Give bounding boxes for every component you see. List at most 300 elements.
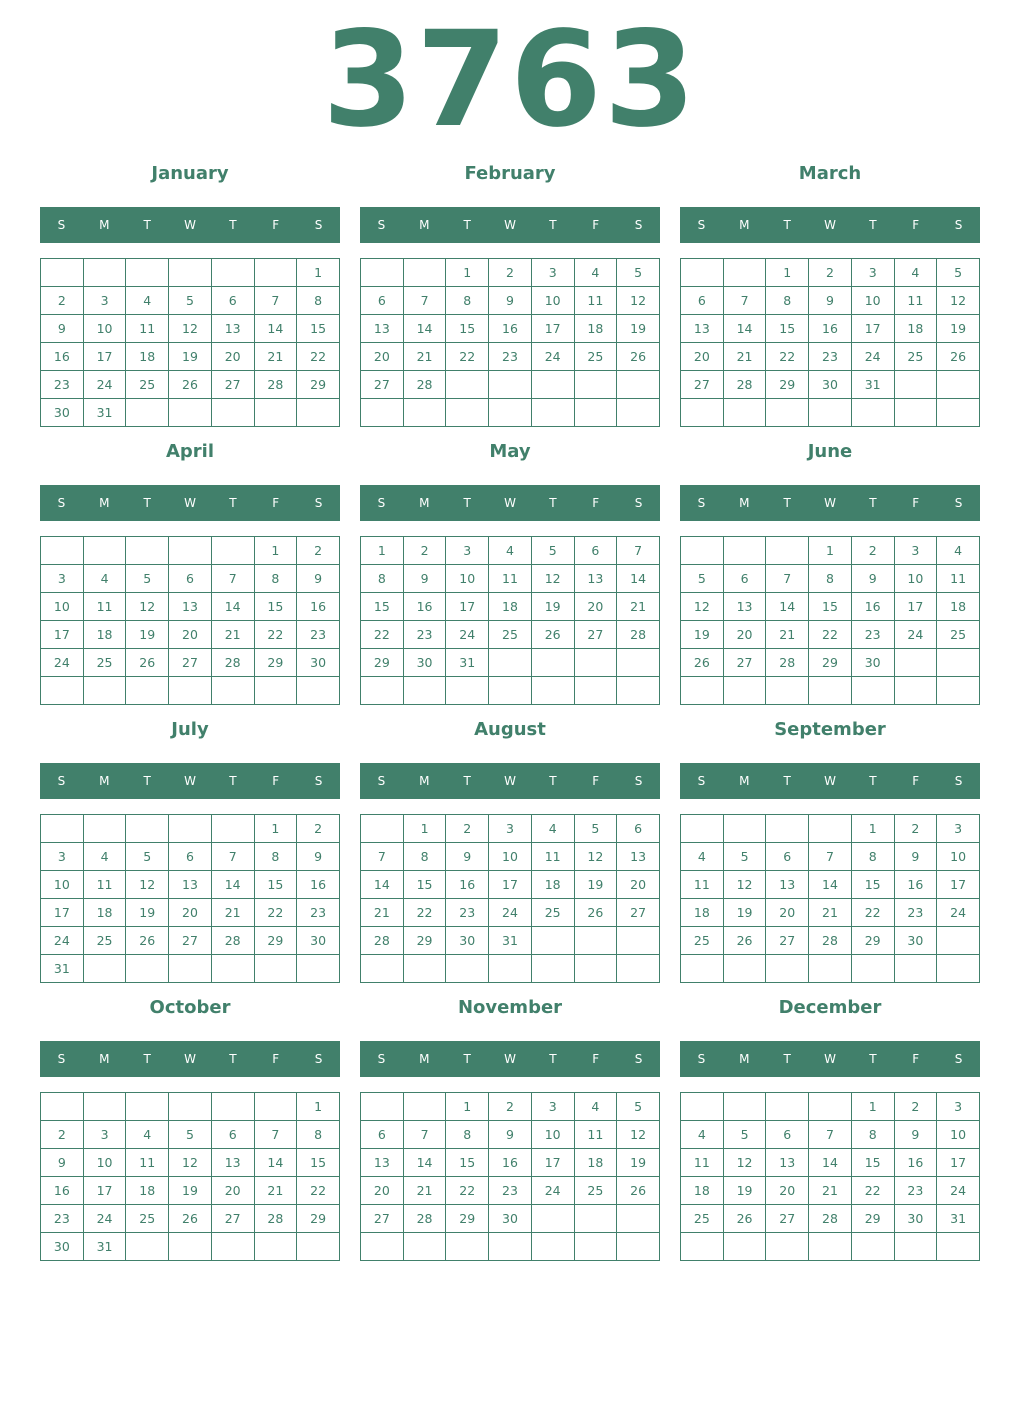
weekday-label: S (377, 1052, 386, 1066)
week-row (361, 955, 660, 983)
day-cell: 14 (211, 871, 254, 899)
week-row (41, 843, 340, 871)
day-cell: 1 (254, 537, 297, 565)
empty-cell (574, 1233, 617, 1261)
week-row (41, 1205, 340, 1233)
month-name: August (474, 719, 546, 740)
day-cell: 2 (403, 537, 446, 565)
day-cell: 13 (681, 315, 724, 343)
empty-cell (489, 955, 532, 983)
day-cell: 8 (446, 1121, 489, 1149)
day-cell: 14 (809, 871, 852, 899)
week-row (681, 259, 980, 287)
empty-cell (617, 399, 660, 427)
day-cell: 17 (894, 593, 937, 621)
day-cell: 8 (851, 1121, 894, 1149)
day-cell: 8 (297, 287, 340, 315)
day-cell: 7 (766, 565, 809, 593)
empty-cell (126, 399, 169, 427)
week-row (41, 677, 340, 705)
day-cell: 7 (809, 1121, 852, 1149)
day-cell: 16 (403, 593, 446, 621)
weekday-label: S (697, 496, 706, 510)
weekday-label: W (824, 496, 836, 510)
empty-cell (126, 1233, 169, 1261)
weekday-header (360, 763, 660, 799)
day-grid (40, 814, 340, 983)
day-cell: 12 (617, 1121, 660, 1149)
day-cell: 26 (126, 927, 169, 955)
day-cell: 5 (617, 1093, 660, 1121)
day-cell: 26 (617, 1177, 660, 1205)
weekday-label: S (57, 218, 66, 232)
day-cell: 28 (361, 927, 404, 955)
day-cell: 20 (211, 343, 254, 371)
empty-cell (403, 1233, 446, 1261)
empty-cell (489, 649, 532, 677)
week-row (41, 399, 340, 427)
day-cell: 2 (41, 1121, 84, 1149)
empty-cell (254, 399, 297, 427)
empty-cell (169, 537, 212, 565)
day-grid (680, 258, 980, 427)
day-cell: 2 (489, 259, 532, 287)
day-cell: 3 (446, 537, 489, 565)
week-row (361, 259, 660, 287)
empty-cell (211, 677, 254, 705)
month-name: July (171, 719, 209, 740)
day-cell: 9 (489, 1121, 532, 1149)
weekday-label: S (314, 496, 323, 510)
day-cell: 7 (809, 843, 852, 871)
week-row (361, 1205, 660, 1233)
day-cell: 12 (531, 565, 574, 593)
day-cell: 10 (894, 565, 937, 593)
day-cell: 24 (937, 1177, 980, 1205)
empty-cell (766, 1093, 809, 1121)
day-cell: 10 (531, 287, 574, 315)
day-cell: 1 (851, 815, 894, 843)
day-cell: 30 (809, 371, 852, 399)
empty-cell (41, 1093, 84, 1121)
day-cell: 1 (254, 815, 297, 843)
month-name: September (774, 719, 886, 740)
day-cell: 30 (403, 649, 446, 677)
day-cell: 23 (851, 621, 894, 649)
weekday-label: W (184, 774, 196, 788)
weekday-header (680, 207, 980, 243)
weekday-label: M (739, 1052, 750, 1066)
day-cell: 10 (851, 287, 894, 315)
day-cell: 21 (809, 899, 852, 927)
empty-cell (617, 955, 660, 983)
weekday-header (360, 485, 660, 521)
weekday-label: T (463, 774, 471, 788)
empty-cell (126, 259, 169, 287)
day-cell: 30 (297, 649, 340, 677)
week-row (41, 371, 340, 399)
day-cell: 9 (894, 1121, 937, 1149)
week-row (41, 621, 340, 649)
day-cell: 23 (489, 343, 532, 371)
day-cell: 16 (446, 871, 489, 899)
day-cell: 27 (766, 927, 809, 955)
day-cell: 24 (446, 621, 489, 649)
day-cell: 26 (723, 1205, 766, 1233)
day-cell: 10 (83, 1149, 126, 1177)
day-cell: 21 (723, 343, 766, 371)
week-row (361, 565, 660, 593)
week-row (361, 371, 660, 399)
day-cell: 15 (446, 1149, 489, 1177)
weekday-label: W (184, 218, 196, 232)
day-cell: 13 (723, 593, 766, 621)
day-cell: 18 (83, 899, 126, 927)
empty-cell (211, 537, 254, 565)
empty-cell (809, 1093, 852, 1121)
day-cell: 28 (723, 371, 766, 399)
day-cell: 6 (766, 1121, 809, 1149)
empty-cell (126, 955, 169, 983)
day-cell: 14 (809, 1149, 852, 1177)
day-cell: 8 (766, 287, 809, 315)
week-row (361, 871, 660, 899)
day-grid (360, 814, 660, 983)
weekday-label: T (143, 1052, 151, 1066)
empty-cell (894, 955, 937, 983)
weekday-label: S (634, 218, 643, 232)
weekday-label: F (912, 1052, 920, 1066)
day-cell: 26 (126, 649, 169, 677)
day-cell: 17 (83, 1177, 126, 1205)
day-cell: 20 (766, 899, 809, 927)
weekday-label: W (184, 496, 196, 510)
day-cell: 4 (894, 259, 937, 287)
day-cell: 12 (937, 287, 980, 315)
day-cell: 29 (297, 371, 340, 399)
day-cell: 26 (681, 649, 724, 677)
empty-cell (937, 927, 980, 955)
empty-cell (766, 1233, 809, 1261)
empty-cell (361, 1093, 404, 1121)
weekday-label: T (869, 774, 877, 788)
day-cell: 17 (446, 593, 489, 621)
weekday-label: M (739, 218, 750, 232)
week-row (681, 1149, 980, 1177)
empty-cell (681, 815, 724, 843)
day-cell: 13 (169, 593, 212, 621)
day-cell: 12 (723, 1149, 766, 1177)
weekday-label: F (272, 1052, 280, 1066)
empty-cell (937, 649, 980, 677)
day-cell: 20 (361, 343, 404, 371)
empty-cell (894, 649, 937, 677)
week-row (41, 815, 340, 843)
empty-cell (446, 1233, 489, 1261)
day-cell: 28 (403, 1205, 446, 1233)
week-row (41, 259, 340, 287)
empty-cell (531, 1205, 574, 1233)
day-cell: 8 (254, 843, 297, 871)
day-cell: 27 (766, 1205, 809, 1233)
day-cell: 4 (681, 1121, 724, 1149)
weekday-label: W (184, 1052, 196, 1066)
day-cell: 28 (809, 927, 852, 955)
day-cell: 9 (894, 843, 937, 871)
empty-cell (361, 815, 404, 843)
empty-cell (766, 955, 809, 983)
week-row (361, 537, 660, 565)
day-cell: 26 (169, 371, 212, 399)
week-row (681, 565, 980, 593)
day-cell: 16 (297, 871, 340, 899)
month-name: October (149, 997, 231, 1018)
week-row (681, 871, 980, 899)
day-cell: 6 (617, 815, 660, 843)
weekday-label: S (634, 774, 643, 788)
empty-cell (361, 677, 404, 705)
weekday-label: S (634, 1052, 643, 1066)
day-cell: 29 (254, 649, 297, 677)
day-cell: 21 (254, 1177, 297, 1205)
empty-cell (617, 927, 660, 955)
weekday-label: F (592, 1052, 600, 1066)
day-cell: 11 (574, 287, 617, 315)
day-cell: 2 (894, 1093, 937, 1121)
day-cell: 12 (169, 315, 212, 343)
empty-cell (169, 259, 212, 287)
day-cell: 24 (531, 343, 574, 371)
day-cell: 21 (403, 1177, 446, 1205)
day-cell: 19 (574, 871, 617, 899)
day-cell: 2 (809, 259, 852, 287)
week-row (681, 899, 980, 927)
day-cell: 30 (446, 927, 489, 955)
empty-cell (297, 399, 340, 427)
day-cell: 28 (403, 371, 446, 399)
empty-cell (723, 1093, 766, 1121)
month-name: January (151, 163, 229, 184)
weekday-label: T (783, 496, 791, 510)
day-cell: 25 (126, 1205, 169, 1233)
day-cell: 8 (809, 565, 852, 593)
day-cell: 17 (41, 621, 84, 649)
day-cell: 30 (894, 1205, 937, 1233)
empty-cell (254, 259, 297, 287)
day-cell: 3 (851, 259, 894, 287)
day-cell: 24 (83, 371, 126, 399)
week-row (681, 955, 980, 983)
week-row (361, 1233, 660, 1261)
day-cell: 2 (894, 815, 937, 843)
week-row (681, 593, 980, 621)
weekday-header (40, 485, 340, 521)
day-cell: 22 (766, 343, 809, 371)
day-cell: 25 (681, 927, 724, 955)
empty-cell (489, 677, 532, 705)
day-cell: 11 (83, 593, 126, 621)
day-cell: 22 (446, 1177, 489, 1205)
day-cell: 8 (446, 287, 489, 315)
day-cell: 14 (254, 1149, 297, 1177)
day-cell: 2 (41, 287, 84, 315)
day-cell: 7 (723, 287, 766, 315)
empty-cell (851, 399, 894, 427)
day-cell: 5 (574, 815, 617, 843)
day-cell: 14 (723, 315, 766, 343)
empty-cell (41, 677, 84, 705)
day-cell: 17 (937, 871, 980, 899)
weekday-header (40, 763, 340, 799)
empty-cell (681, 1093, 724, 1121)
day-cell: 7 (211, 843, 254, 871)
day-grid (40, 536, 340, 705)
day-cell: 25 (894, 343, 937, 371)
empty-cell (126, 537, 169, 565)
day-cell: 1 (446, 1093, 489, 1121)
week-row (681, 1177, 980, 1205)
day-cell: 5 (531, 537, 574, 565)
day-cell: 9 (41, 1149, 84, 1177)
day-cell: 19 (531, 593, 574, 621)
weekday-label: S (314, 774, 323, 788)
empty-cell (211, 815, 254, 843)
empty-cell (83, 1093, 126, 1121)
day-cell: 19 (126, 899, 169, 927)
day-cell: 28 (617, 621, 660, 649)
empty-cell (489, 399, 532, 427)
day-cell: 24 (894, 621, 937, 649)
empty-cell (894, 371, 937, 399)
week-row (361, 677, 660, 705)
day-cell: 6 (169, 843, 212, 871)
empty-cell (531, 955, 574, 983)
day-cell: 12 (126, 593, 169, 621)
empty-cell (894, 677, 937, 705)
day-cell: 6 (574, 537, 617, 565)
day-cell: 4 (126, 287, 169, 315)
day-cell: 9 (446, 843, 489, 871)
day-cell: 18 (681, 1177, 724, 1205)
day-cell: 5 (169, 1121, 212, 1149)
day-cell: 6 (723, 565, 766, 593)
day-cell: 14 (766, 593, 809, 621)
weekday-label: S (314, 218, 323, 232)
empty-cell (169, 399, 212, 427)
weekday-label: T (463, 218, 471, 232)
day-cell: 8 (254, 565, 297, 593)
weekday-label: S (697, 774, 706, 788)
day-cell: 11 (126, 1149, 169, 1177)
empty-cell (403, 1093, 446, 1121)
day-cell: 14 (254, 315, 297, 343)
weekday-label: S (954, 218, 963, 232)
week-row (361, 1093, 660, 1121)
week-row (681, 371, 980, 399)
day-cell: 14 (617, 565, 660, 593)
day-cell: 23 (489, 1177, 532, 1205)
weekday-label: T (229, 218, 237, 232)
day-cell: 18 (574, 1149, 617, 1177)
day-cell: 10 (489, 843, 532, 871)
weekday-header (680, 763, 980, 799)
day-cell: 27 (361, 1205, 404, 1233)
day-cell: 28 (211, 649, 254, 677)
empty-cell (211, 1233, 254, 1261)
day-cell: 1 (297, 259, 340, 287)
month-name: April (165, 441, 215, 462)
day-grid (360, 258, 660, 427)
day-cell: 23 (41, 371, 84, 399)
weekday-label: W (824, 1052, 836, 1066)
week-row (41, 955, 340, 983)
day-cell: 9 (403, 565, 446, 593)
day-cell: 29 (361, 649, 404, 677)
weekday-label: T (869, 496, 877, 510)
empty-cell (211, 1093, 254, 1121)
day-cell: 2 (489, 1093, 532, 1121)
day-cell: 18 (894, 315, 937, 343)
day-grid (40, 1092, 340, 1261)
day-cell: 5 (681, 565, 724, 593)
day-cell: 26 (937, 343, 980, 371)
day-cell: 29 (766, 371, 809, 399)
empty-cell (297, 677, 340, 705)
day-cell: 16 (489, 1149, 532, 1177)
week-row (681, 343, 980, 371)
week-row (41, 593, 340, 621)
day-cell: 10 (41, 871, 84, 899)
empty-cell (574, 955, 617, 983)
empty-cell (254, 1233, 297, 1261)
empty-cell (531, 649, 574, 677)
day-cell: 10 (937, 1121, 980, 1149)
day-cell: 23 (41, 1205, 84, 1233)
week-row (361, 1149, 660, 1177)
day-cell: 22 (403, 899, 446, 927)
weekday-label: T (143, 774, 151, 788)
day-cell: 12 (574, 843, 617, 871)
day-cell: 18 (531, 871, 574, 899)
empty-cell (766, 537, 809, 565)
day-cell: 17 (937, 1149, 980, 1177)
empty-cell (41, 815, 84, 843)
weekday-label: M (99, 218, 110, 232)
weekday-label: F (272, 774, 280, 788)
weekday-label: W (824, 774, 836, 788)
day-cell: 7 (211, 565, 254, 593)
day-cell: 3 (83, 1121, 126, 1149)
weekday-header (680, 485, 980, 521)
day-cell: 19 (169, 343, 212, 371)
day-cell: 1 (851, 1093, 894, 1121)
day-cell: 27 (681, 371, 724, 399)
day-grid (40, 258, 340, 427)
week-row (361, 899, 660, 927)
empty-cell (211, 399, 254, 427)
month-name: February (464, 163, 556, 184)
day-cell: 1 (297, 1093, 340, 1121)
day-cell: 13 (211, 315, 254, 343)
weekday-label: M (419, 218, 430, 232)
day-cell: 11 (83, 871, 126, 899)
empty-cell (489, 371, 532, 399)
day-cell: 25 (489, 621, 532, 649)
empty-cell (681, 537, 724, 565)
week-row (681, 287, 980, 315)
day-cell: 9 (809, 287, 852, 315)
weekday-label: F (912, 774, 920, 788)
